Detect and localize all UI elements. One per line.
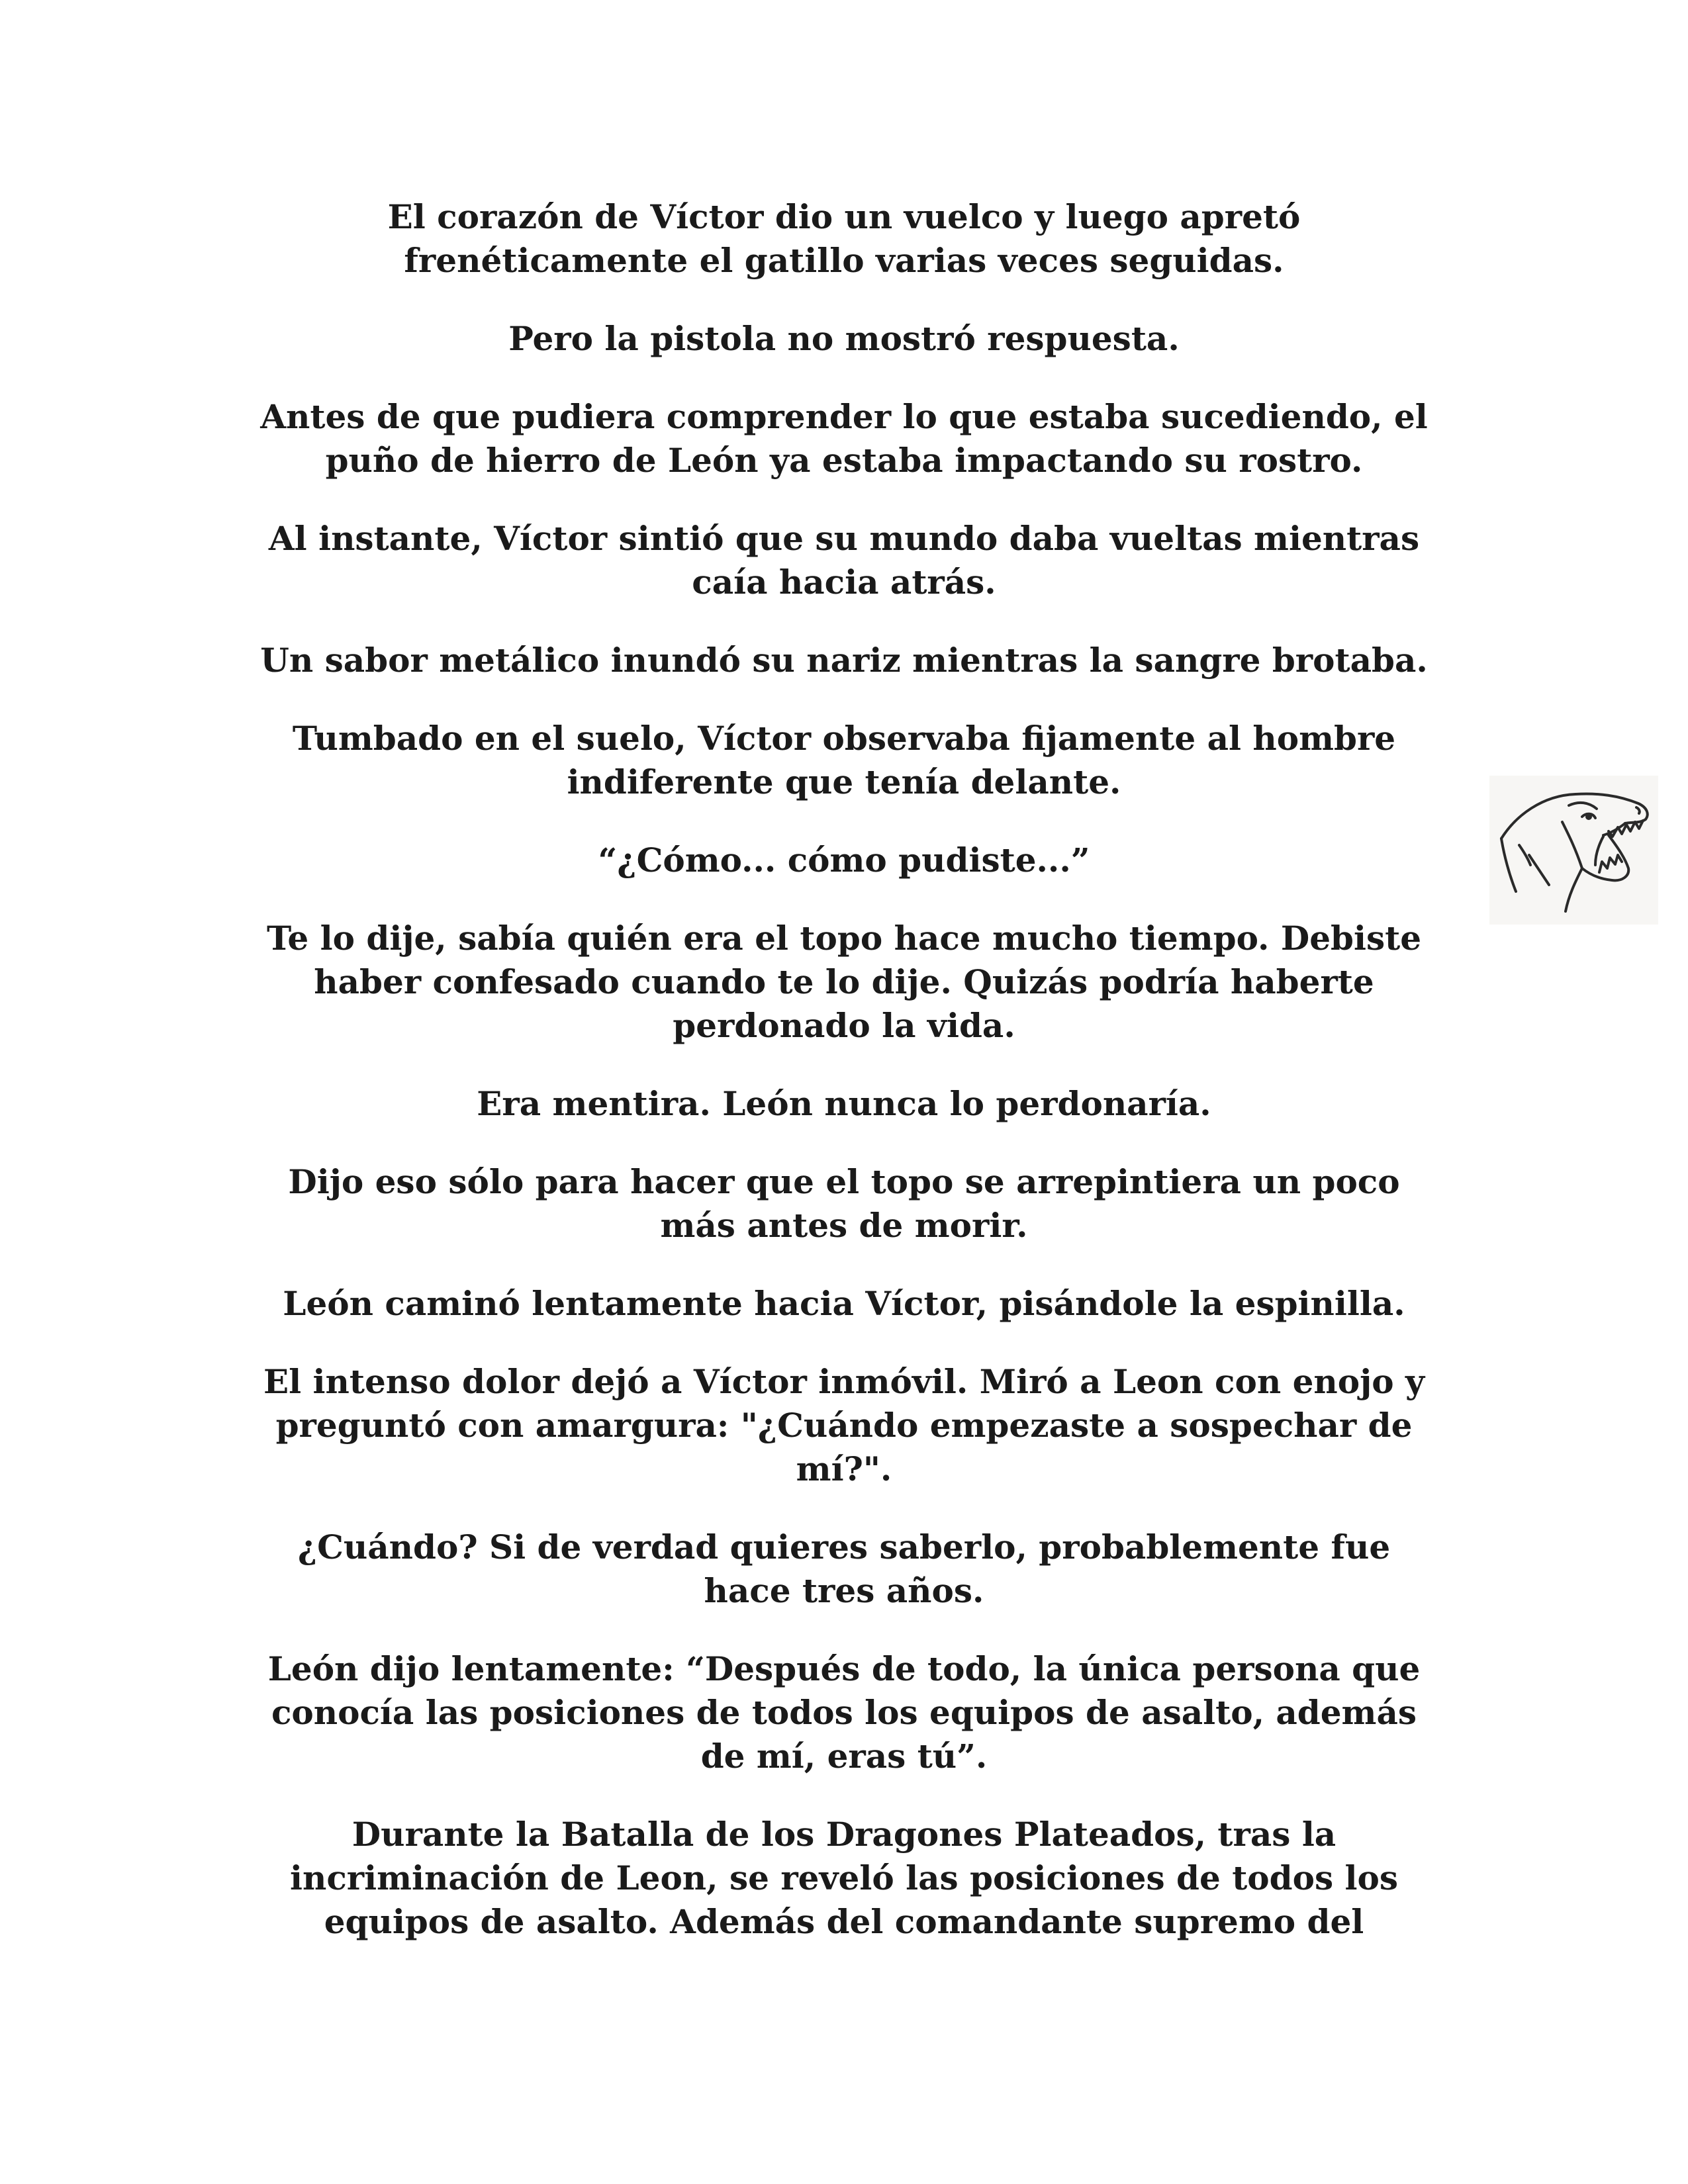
text-line: Dijo eso sólo para hacer que el topo se arrepintiera un poco xyxy=(288,1162,1400,1201)
paragraph xyxy=(199,517,1489,604)
text-line: haber confesado cuando te lo dije. Quizás podría haberte xyxy=(314,962,1374,1001)
dinosaur-logo xyxy=(1489,776,1658,925)
text-line: perdonado la vida. xyxy=(673,1006,1015,1045)
text-line: incriminación de Leon, se reveló las posiciones de todos los xyxy=(289,1858,1399,1897)
paragraph xyxy=(199,1082,1489,1126)
text-line: más antes de morir. xyxy=(660,1206,1028,1245)
text-line: Durante la Batalla de los Dragones Plateados, tras la xyxy=(352,1815,1336,1854)
text-line: de mí, eras tú”. xyxy=(700,1737,988,1776)
paragraph xyxy=(199,395,1489,482)
paragraph xyxy=(199,1160,1489,1248)
text-line: Te lo dije, sabía quién era el topo hace mucho tiempo. Debiste xyxy=(266,919,1422,958)
text-line: caía hacia atrás. xyxy=(692,563,996,602)
paragraph xyxy=(199,839,1489,882)
text-line: Pero la pistola no mostró respuesta. xyxy=(508,319,1180,358)
document-body xyxy=(199,195,1489,1978)
text-line: El corazón de Víctor dio un vuelco y luego apretó xyxy=(387,197,1301,236)
text-line: “¿Cómo... cómo pudiste...” xyxy=(598,841,1090,880)
paragraph xyxy=(199,1360,1489,1491)
text-line: León dijo lentamente: “Después de todo, la única persona que xyxy=(267,1649,1421,1688)
text-line: mí?". xyxy=(796,1449,892,1488)
text-line: El intenso dolor dejó a Víctor inmóvil. Miró a Leon con enojo y xyxy=(263,1362,1425,1401)
text-line: Al instante, Víctor sintió que su mundo daba vueltas mientras xyxy=(268,519,1420,558)
paragraph xyxy=(199,1813,1489,1944)
text-line: equipos de asalto. Además del comandante supremo del xyxy=(324,1902,1364,1941)
text-line: indiferente que tenía delante. xyxy=(567,762,1121,801)
paragraph xyxy=(199,1647,1489,1778)
text-line: preguntó con amargura: "¿Cuándo empezaste a sospechar de xyxy=(275,1406,1413,1445)
text-line: frenéticamente el gatillo varias veces seguidas. xyxy=(404,241,1284,280)
paragraph xyxy=(199,717,1489,804)
dinosaur-head-icon xyxy=(1489,776,1658,925)
paragraph xyxy=(199,639,1489,682)
text-line: hace tres años. xyxy=(704,1571,984,1610)
paragraph xyxy=(199,195,1489,283)
text-line: ¿Cuándo? Si de verdad quieres saberlo, probablemente fue xyxy=(297,1527,1391,1567)
text-line: Antes de que pudiera comprender lo que estaba sucediendo, el xyxy=(260,397,1428,436)
text-line: Un sabor metálico inundó su nariz mientras la sangre brotaba. xyxy=(260,641,1428,680)
paragraph xyxy=(199,317,1489,361)
text-line: Tumbado en el suelo, Víctor observaba fijamente al hombre xyxy=(292,719,1396,758)
paragraph xyxy=(199,917,1489,1048)
paragraph xyxy=(199,1525,1489,1613)
text-line: Era mentira. León nunca lo perdonaría. xyxy=(477,1084,1211,1123)
text-line: puño de hierro de León ya estaba impactando su rostro. xyxy=(325,441,1363,480)
text-line: conocía las posiciones de todos los equipos de asalto, además xyxy=(271,1693,1417,1732)
paragraph xyxy=(199,1282,1489,1326)
text-line: León caminó lentamente hacia Víctor, pisándole la espinilla. xyxy=(283,1284,1405,1323)
